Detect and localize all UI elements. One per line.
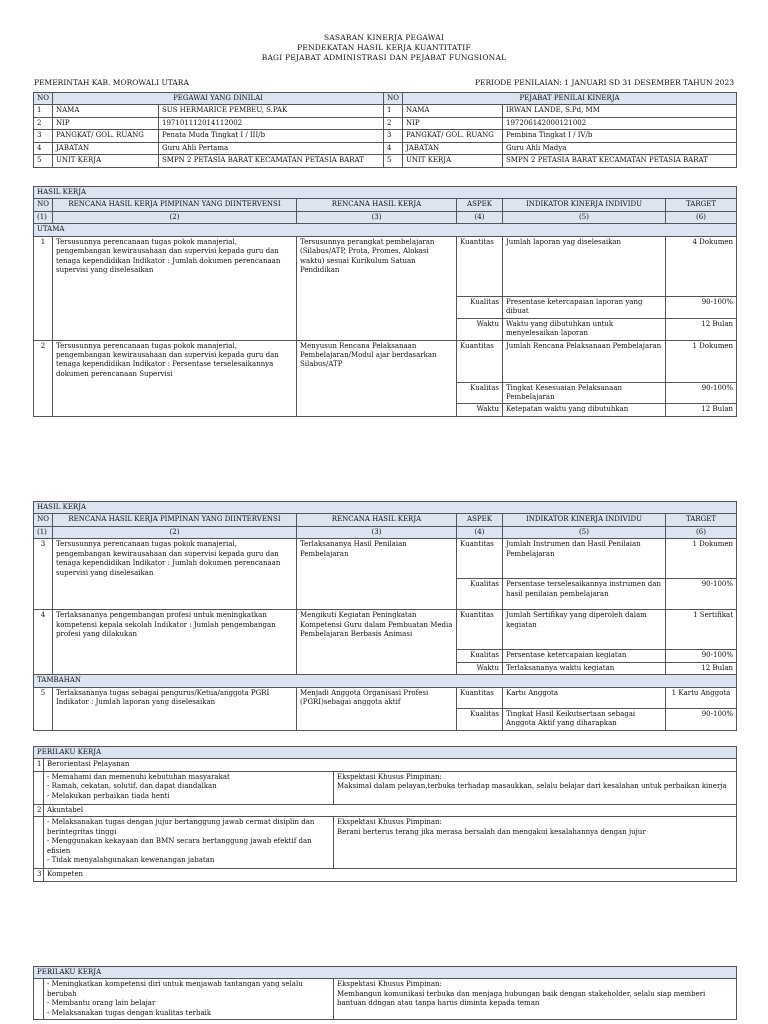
perilaku-name: Berorientasi Pelayanan — [44, 759, 737, 771]
col-no: NO — [34, 199, 53, 211]
section-title: HASIL KERJA — [34, 502, 737, 514]
point: - Memahami dan memenuhi kebutuhan masyarakat — [47, 772, 230, 781]
row-value: SMPN 2 PETASIA BARAT KECAMATAN PETASIA BARAT — [159, 155, 384, 167]
item-indikator: Jumlah Instrumen dan Hasil Penilaian Pembelajaran — [503, 539, 666, 579]
perilaku-name: Kompeten — [44, 869, 737, 881]
doc-title: SASARAN KINERJA PEGAWAI — [323, 33, 445, 42]
table-row — [34, 610, 737, 650]
ekspektasi-text: Membangun komunikasi terbuka dan menjaga hubungan baik dengan stakeholder, selalu siap memberi bantuan ddngan atau tanpa harus diminta kepada teman — [337, 989, 706, 1008]
row-label: NIP — [53, 117, 159, 129]
col-no: NO — [34, 514, 53, 526]
perilaku-ekspektasi — [334, 817, 737, 869]
item-rencana: Terlaksananya Hasil Penilaian Pembelajaran — [297, 539, 457, 610]
row-label: NIP — [403, 117, 503, 129]
row-no: 4 — [34, 142, 53, 154]
row-value: SMPN 2 PETASIA BARAT KECAMATAN PETASIA BARAT — [503, 155, 737, 167]
item-no: 5 — [34, 687, 53, 730]
item-no: 2 — [34, 340, 53, 416]
row-value: Penata Muda Tingkat I / III/b — [159, 130, 384, 142]
item-aspek: Kuantitas — [457, 236, 503, 296]
item-target: 1 Dokumen — [666, 340, 737, 382]
item-indikator: Jumlah Rencana Pelaksanaan Pembelajaran — [503, 340, 666, 382]
col-num: (1) — [34, 211, 53, 223]
section-title: PERILAKU KERJA — [34, 967, 737, 979]
section-tambahan: TAMBAHAN — [34, 675, 737, 687]
row-label: NAMA — [403, 105, 503, 117]
item-rencana: Menjadi Anggota Organisasi Profesi (PGRI)sebagai anggota aktif — [297, 687, 457, 730]
row-no: 5 — [34, 155, 53, 167]
row-label: UNIT KERJA — [403, 155, 503, 167]
identity-row — [34, 117, 737, 129]
col-pimpinan: RENCANA HASIL KERJA PIMPINAN YANG DIINTERVENSI — [53, 199, 297, 211]
identity-table — [33, 92, 737, 168]
instansi-label: PEMERINTAH KAB. MOROWALI UTARA — [34, 78, 189, 87]
item-target: 1 Sertifikat — [666, 610, 737, 650]
row-label: UNIT KERJA — [53, 155, 159, 167]
periode-label: PERIODE PENILAIAN: 1 JANUARI SD 31 DESEMBER TAHUN 2023 — [475, 78, 734, 87]
item-aspek: Kuantitas — [457, 539, 503, 579]
row-label: JABATAN — [403, 142, 503, 154]
item-target: 90-100% — [666, 708, 737, 730]
item-pimpinan: Terlaksananya pengembangan profesi untuk meningkatkan kompetensi kepala sekolah Indikator : Jumlah pengembangan profesi yang dilakukan — [53, 610, 297, 675]
item-pimpinan: Tersusunnya perencanaan tugas pokok manajerial, pengembangan kewirausahaan dan supervisi kepada guru dan tenaga kependidikan Indikator : Jumlah dokumen perencanaan supervisi yang diselesaikan — [53, 236, 297, 340]
col-penilai: PEJABAT PENILAI KINERJA — [403, 93, 737, 105]
perilaku-name: Akuntabel — [44, 804, 737, 816]
col-num: (6) — [666, 526, 737, 538]
row-value: IRWAN LANDE, S.Pd, MM — [503, 105, 737, 117]
item-target: 12 Bulan — [666, 404, 737, 416]
col-target: TARGET — [666, 514, 737, 526]
item-rencana: Tersusunnya perangkat pembelajaran (Silabus/ATP, Prota, Promes, Alokasi waktu) sesuai Kurikulum Satuan Pendidikan — [297, 236, 457, 340]
perilaku-no: 2 — [34, 804, 44, 816]
point: - Tidak menyalahgunakan kewenangan jabatan — [47, 856, 215, 865]
item-aspek: Kuantitas — [457, 610, 503, 650]
item-indikator: Jumlah Sertifikay yang diperoleh dalam kegiatan — [503, 610, 666, 650]
point: - Membantu orang lain belajar — [47, 999, 156, 1008]
hasil-kerja-table-2 — [33, 501, 737, 731]
col-num: (5) — [503, 211, 666, 223]
perilaku-kerja-table-1 — [33, 746, 737, 882]
item-target: 12 Bulan — [666, 318, 737, 340]
col-indikator: INDIKATOR KINERJA INDIVIDU — [503, 199, 666, 211]
perilaku-no: 1 — [34, 759, 44, 771]
col-rencana: RENCANA HASIL KERJA — [297, 199, 457, 211]
identity-row — [34, 142, 737, 154]
item-rencana: Mengikuti Kegiatan Peningkatan Kompetensi Guru dalam Pembuatan Media Pembelajaran Berbasis Animasi — [297, 610, 457, 675]
col-num: (2) — [53, 211, 297, 223]
row-value: 197206142000121002 — [503, 117, 737, 129]
item-aspek: Kualitas — [457, 650, 503, 662]
item-pimpinan: Terlaksananya tugas sebagai pengurus/Ketua/anggota PGRI Indikator : Jumlah laporan yang diselesaikan — [53, 687, 297, 730]
col-target: TARGET — [666, 199, 737, 211]
col-num: (4) — [457, 211, 503, 223]
row-no: 3 — [384, 130, 403, 142]
item-aspek: Waktu — [457, 404, 503, 416]
col-pimpinan: RENCANA HASIL KERJA PIMPINAN YANG DIINTERVENSI — [53, 514, 297, 526]
table-row — [34, 340, 737, 382]
item-target: 90-100% — [666, 650, 737, 662]
item-rencana: Menyusun Rencana Pelaksanaan Pembelajaran/Modul ajar berdasarkan Silabus/ATP — [297, 340, 457, 416]
item-target: 90-100% — [666, 382, 737, 404]
point: - Melakukan perbaikan tiada henti — [47, 791, 170, 800]
item-target: 1 Dokumen — [666, 539, 737, 579]
section-title: PERILAKU KERJA — [34, 747, 737, 759]
row-no: 4 — [384, 142, 403, 154]
perilaku-points — [44, 979, 334, 1020]
item-pimpinan: Tersusunnya perencanaan tugas pokok manajerial, pengembangan kewirausahaan dan supervisi kepada guru dan tenaga kependidikan Indikator : Jumlah dokumen perencanaan supervisi yang diselesaikan — [53, 539, 297, 610]
row-value: SUS HERMARICE PEMBEU, S.PAK — [159, 105, 384, 117]
table-row — [34, 687, 737, 708]
col-num: (5) — [503, 526, 666, 538]
point: - Ramah, cekatan, solutif, dan dapat diandalkan — [47, 782, 217, 791]
identity-row — [34, 155, 737, 167]
perilaku-points — [44, 771, 334, 804]
item-indikator: Kartu Anggota — [503, 687, 666, 708]
item-target: 1 Kartu Anggota — [666, 687, 737, 708]
item-indikator: Persentase ketercapaian kegiatan — [503, 650, 666, 662]
row-value: Pembina Tingkat I / IV/b — [503, 130, 737, 142]
perilaku-points — [44, 817, 334, 869]
perilaku-no: 3 — [34, 869, 44, 881]
col-pegawai: PEGAWAI YANG DINILAI — [53, 93, 384, 105]
item-indikator: Waktu yang dibutuhkan untuk menyelesaikan laporan — [503, 318, 666, 340]
item-indikator: Terlaksananya waktu kegiatan — [503, 662, 666, 674]
section-title: HASIL KERJA — [34, 187, 737, 199]
row-no: 2 — [34, 117, 53, 129]
col-num: (3) — [297, 526, 457, 538]
item-indikator: Tingkat Hasil Keikutsertaan sebagai Anggota Aktif yang diharapkan — [503, 708, 666, 730]
col-rencana: RENCANA HASIL KERJA — [297, 514, 457, 526]
col-num: (1) — [34, 526, 53, 538]
row-label: NAMA — [53, 105, 159, 117]
row-no: 2 — [384, 117, 403, 129]
point: - Melaksanakan tugas dengan kualitas terbaik — [47, 1008, 212, 1017]
ekspektasi-text: Maksimal dalam pelayan,terbuka terhadap masaukkan, selalu belajar dari kesalahan untuk perbaikan kinerja — [337, 782, 727, 791]
ekspektasi-label: Ekspektasi Khusus Pimpinan: — [337, 980, 442, 989]
row-value: Guru Ahli Pertama — [159, 142, 384, 154]
row-value: Guru Ahli Madya — [503, 142, 737, 154]
item-indikator: Presentase ketercapaian laporan yang dibuat — [503, 296, 666, 318]
col-num: (2) — [53, 526, 297, 538]
point: - Menggunakan kekayaan dan BMN secara bertanggung jawab efektif dan efisien — [47, 837, 312, 855]
item-target: 90-100% — [666, 296, 737, 318]
doc-subtitle: PENDEKATAN HASIL KERJA KUANTITATIF — [297, 43, 471, 52]
item-aspek: Kuantitas — [457, 340, 503, 382]
point: - Meningkatkan kompetensi diri untuk menjawab tantangan yang selalu berubah — [47, 980, 303, 998]
row-no: 1 — [34, 105, 53, 117]
row-label: PANGKAT/ GOL. RUANG — [403, 130, 503, 142]
col-num: (6) — [666, 211, 737, 223]
item-aspek: Kualitas — [457, 296, 503, 318]
item-aspek: Waktu — [457, 318, 503, 340]
col-num: (4) — [457, 526, 503, 538]
item-aspek: Kualitas — [457, 579, 503, 610]
row-no: 1 — [384, 105, 403, 117]
col-aspek: ASPEK — [457, 514, 503, 526]
item-target: 12 Bulan — [666, 662, 737, 674]
perilaku-ekspektasi — [334, 771, 737, 804]
item-aspek: Kuantitas — [457, 687, 503, 708]
hasil-kerja-table-1 — [33, 186, 737, 417]
section-utama: UTAMA — [34, 224, 737, 236]
ekspektasi-label: Ekspektasi Khusus Pimpinan: — [337, 772, 442, 781]
item-aspek: Kualitas — [457, 382, 503, 404]
col-num: (3) — [297, 211, 457, 223]
item-aspek: Waktu — [457, 662, 503, 674]
col-no-2: NO — [384, 93, 403, 105]
col-aspek: ASPEK — [457, 199, 503, 211]
item-target: 90-100% — [666, 579, 737, 610]
item-indikator: Ketepatan waktu yang dibutuhkan — [503, 404, 666, 416]
item-indikator: Jumlah laporan yag diselesaikan — [503, 236, 666, 296]
item-no: 3 — [34, 539, 53, 610]
perilaku-ekspektasi — [334, 979, 737, 1020]
item-aspek: Kualitas — [457, 708, 503, 730]
col-indikator: INDIKATOR KINERJA INDIVIDU — [503, 514, 666, 526]
item-indikator: Tingkat Kesesuaian Pelaksanaan Pembelajaran — [503, 382, 666, 404]
row-no: 5 — [384, 155, 403, 167]
row-no: 3 — [34, 130, 53, 142]
item-target: 4 Dokumen — [666, 236, 737, 296]
item-pimpinan: Tersusunnya perencanaan tugas pokok manajerial, pengembangan kewirausahaan dan supervisi kepada guru dan tenaga kependidikan Indikator : Persentase terselesaikannya dokumen perencanaan Supervisi — [53, 340, 297, 416]
doc-subtitle-2: BAGI PEJABAT ADMINISTRASI DAN PEJABAT FUNGSIONAL — [261, 53, 507, 62]
table-row — [34, 539, 737, 579]
col-no: NO — [34, 93, 53, 105]
perilaku-kerja-table-2 — [33, 966, 737, 1020]
item-no: 4 — [34, 610, 53, 675]
row-value: 197101112014112002 — [159, 117, 384, 129]
ekspektasi-text: Berani berterus terang jika merasa bersalah dan mengakui kesalahannya dengan jujur — [337, 827, 646, 836]
item-no: 1 — [34, 236, 53, 340]
point: - Melaksanakan tugas dengan jujur bertanggung jawab cermat disiplin dan berintegritas tinggi — [47, 818, 315, 836]
ekspektasi-label: Ekspektasi Khusus Pimpinan: — [337, 818, 442, 827]
identity-row — [34, 130, 737, 142]
identity-row — [34, 105, 737, 117]
item-indikator: Persentase terselesaikannya instrumen dan hasil penilaian pembelajaran — [503, 579, 666, 610]
row-label: PANGKAT/ GOL. RUANG — [53, 130, 159, 142]
row-label: JABATAN — [53, 142, 159, 154]
table-row — [34, 236, 737, 296]
